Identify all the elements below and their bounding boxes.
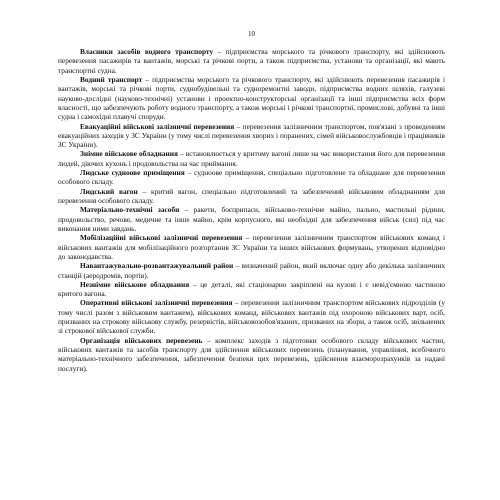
entry-definition: – це деталі, які стаціонарно закріплені на кузові і є невід'ємною частиною критого вагона. [58, 279, 445, 299]
entry-definition: – підприємства морського та річкового транспорту, які здійснюють перевезення пасажирів та вантажів, морські та річкові порти, а також підприємства, установи та організації, які мають транспортні судна. [58, 47, 446, 75]
entry-term: Водний транспорт [80, 74, 143, 84]
entry-definition: – ракети, боєприпаси, військово-технічне майно, пально, мастильні рідини, продовольство, речове, медичне та інше майно, крім корпусного, які необхідні для забезпечення військ (сил) під час виконання ними завдань. [58, 205, 445, 233]
glossary-entry [58, 122, 445, 150]
entry-term: Оперативні військові залізничні перевезення [80, 298, 233, 308]
entry-term: Знімне військове обладнання [80, 149, 178, 159]
entry-definition: – перевезення залізничним транспортом військових підрозділів (у тому числі разом з військовим вантажем), військових команд, військових вантажів під охороною військових варт, осіб, призваних на строкову військову службу, резервістів, військовозобов'язаних, призваних на збори, а також осіб, звільнених зі строкової військової служби. [58, 298, 445, 336]
entry-term: Навантажувально-розвантажувальний район [80, 261, 234, 271]
entry-definition: – встановлюється у критому вагоні лише на час використання його для перевезення людей, діючих кухонь і продовольства на час приймання. [58, 149, 445, 168]
entry-definition: – перевезення залізничним транспортом, пов'язані з проведенням евакуаційних заходів у ЗС України (у тому числі перевезення хворих і поранених, сімей військовослужбовців і працівників ЗС України). [58, 121, 445, 150]
glossary-entries [58, 47, 445, 373]
entry-definition: – перевезення залізничним транспортом військових команд і військових вантажів для мобілізаційного розгортання ЗС України та інших військових формувань, утворених відповідно до законодавства. [58, 233, 445, 261]
entry-definition: – підприємства морського та річкового транспорту, які здійснюють перевезення пасажирів і вантажів, морські та річкові порти, суднобудівельні та судноремонтні заводи, підприємства водних шляхів, галузеві науково-дослідні (науково-технічні) установи і проектно-конструкторські організації та інші підприємства всіх форм власності, що забезпечують роботу водного транспорту, а також морські і річкові транспортні, промислові, добувні та інші судна і самохідні плавучі споруди. [58, 74, 446, 122]
entry-definition: – визначений район, який включає одну або декілька залізничних станцій (аеродромів, портів). [58, 261, 445, 280]
glossary-entry [58, 298, 445, 335]
entry-term: Мобілізаційні військові залізничні перевезення [80, 233, 243, 243]
entry-term: Власники засобів водного транспорту [80, 47, 214, 56]
entry-term: Незнімне військове обладнання [80, 279, 190, 289]
glossary-entry [58, 261, 445, 280]
glossary-entry [58, 75, 445, 122]
entry-term: Евакуаційні військові залізничні перевезення [80, 121, 235, 131]
glossary-entry [58, 47, 445, 75]
glossary-entry [58, 233, 445, 261]
entry-term: Матеріально-технічні засоби [80, 205, 180, 215]
glossary-entry [58, 205, 445, 233]
entry-definition: – комплекс заходів з підготовки особового складу військових частин, військових вантажів та засобів транспорту для здійснення військових перевезень (планування, управління, всебічного матеріально-технічного забезпечення, забезпечення безпеки цих перевезень, здійснення взаєморозрахунків за надані послуги). [58, 335, 445, 373]
page-number: 10 [248, 30, 255, 38]
entry-definition: – судноове приміщення, спеціально підготовлене та обладнане для перевезення особового складу. [58, 168, 445, 187]
entry-term: Людський вагон [80, 186, 138, 196]
entry-term: Організація військових перевезень [80, 335, 203, 345]
glossary-entry [58, 149, 445, 168]
glossary-entry [58, 168, 445, 187]
entry-definition: – критий вагон, спеціально підготовлений та забезпечений військовим обладнанням для перевезення особового складу. [58, 186, 445, 205]
glossary-entry [58, 187, 445, 206]
entry-term: Людське судноове приміщення [80, 168, 185, 178]
glossary-entry [58, 280, 445, 299]
glossary-entry [58, 336, 445, 373]
